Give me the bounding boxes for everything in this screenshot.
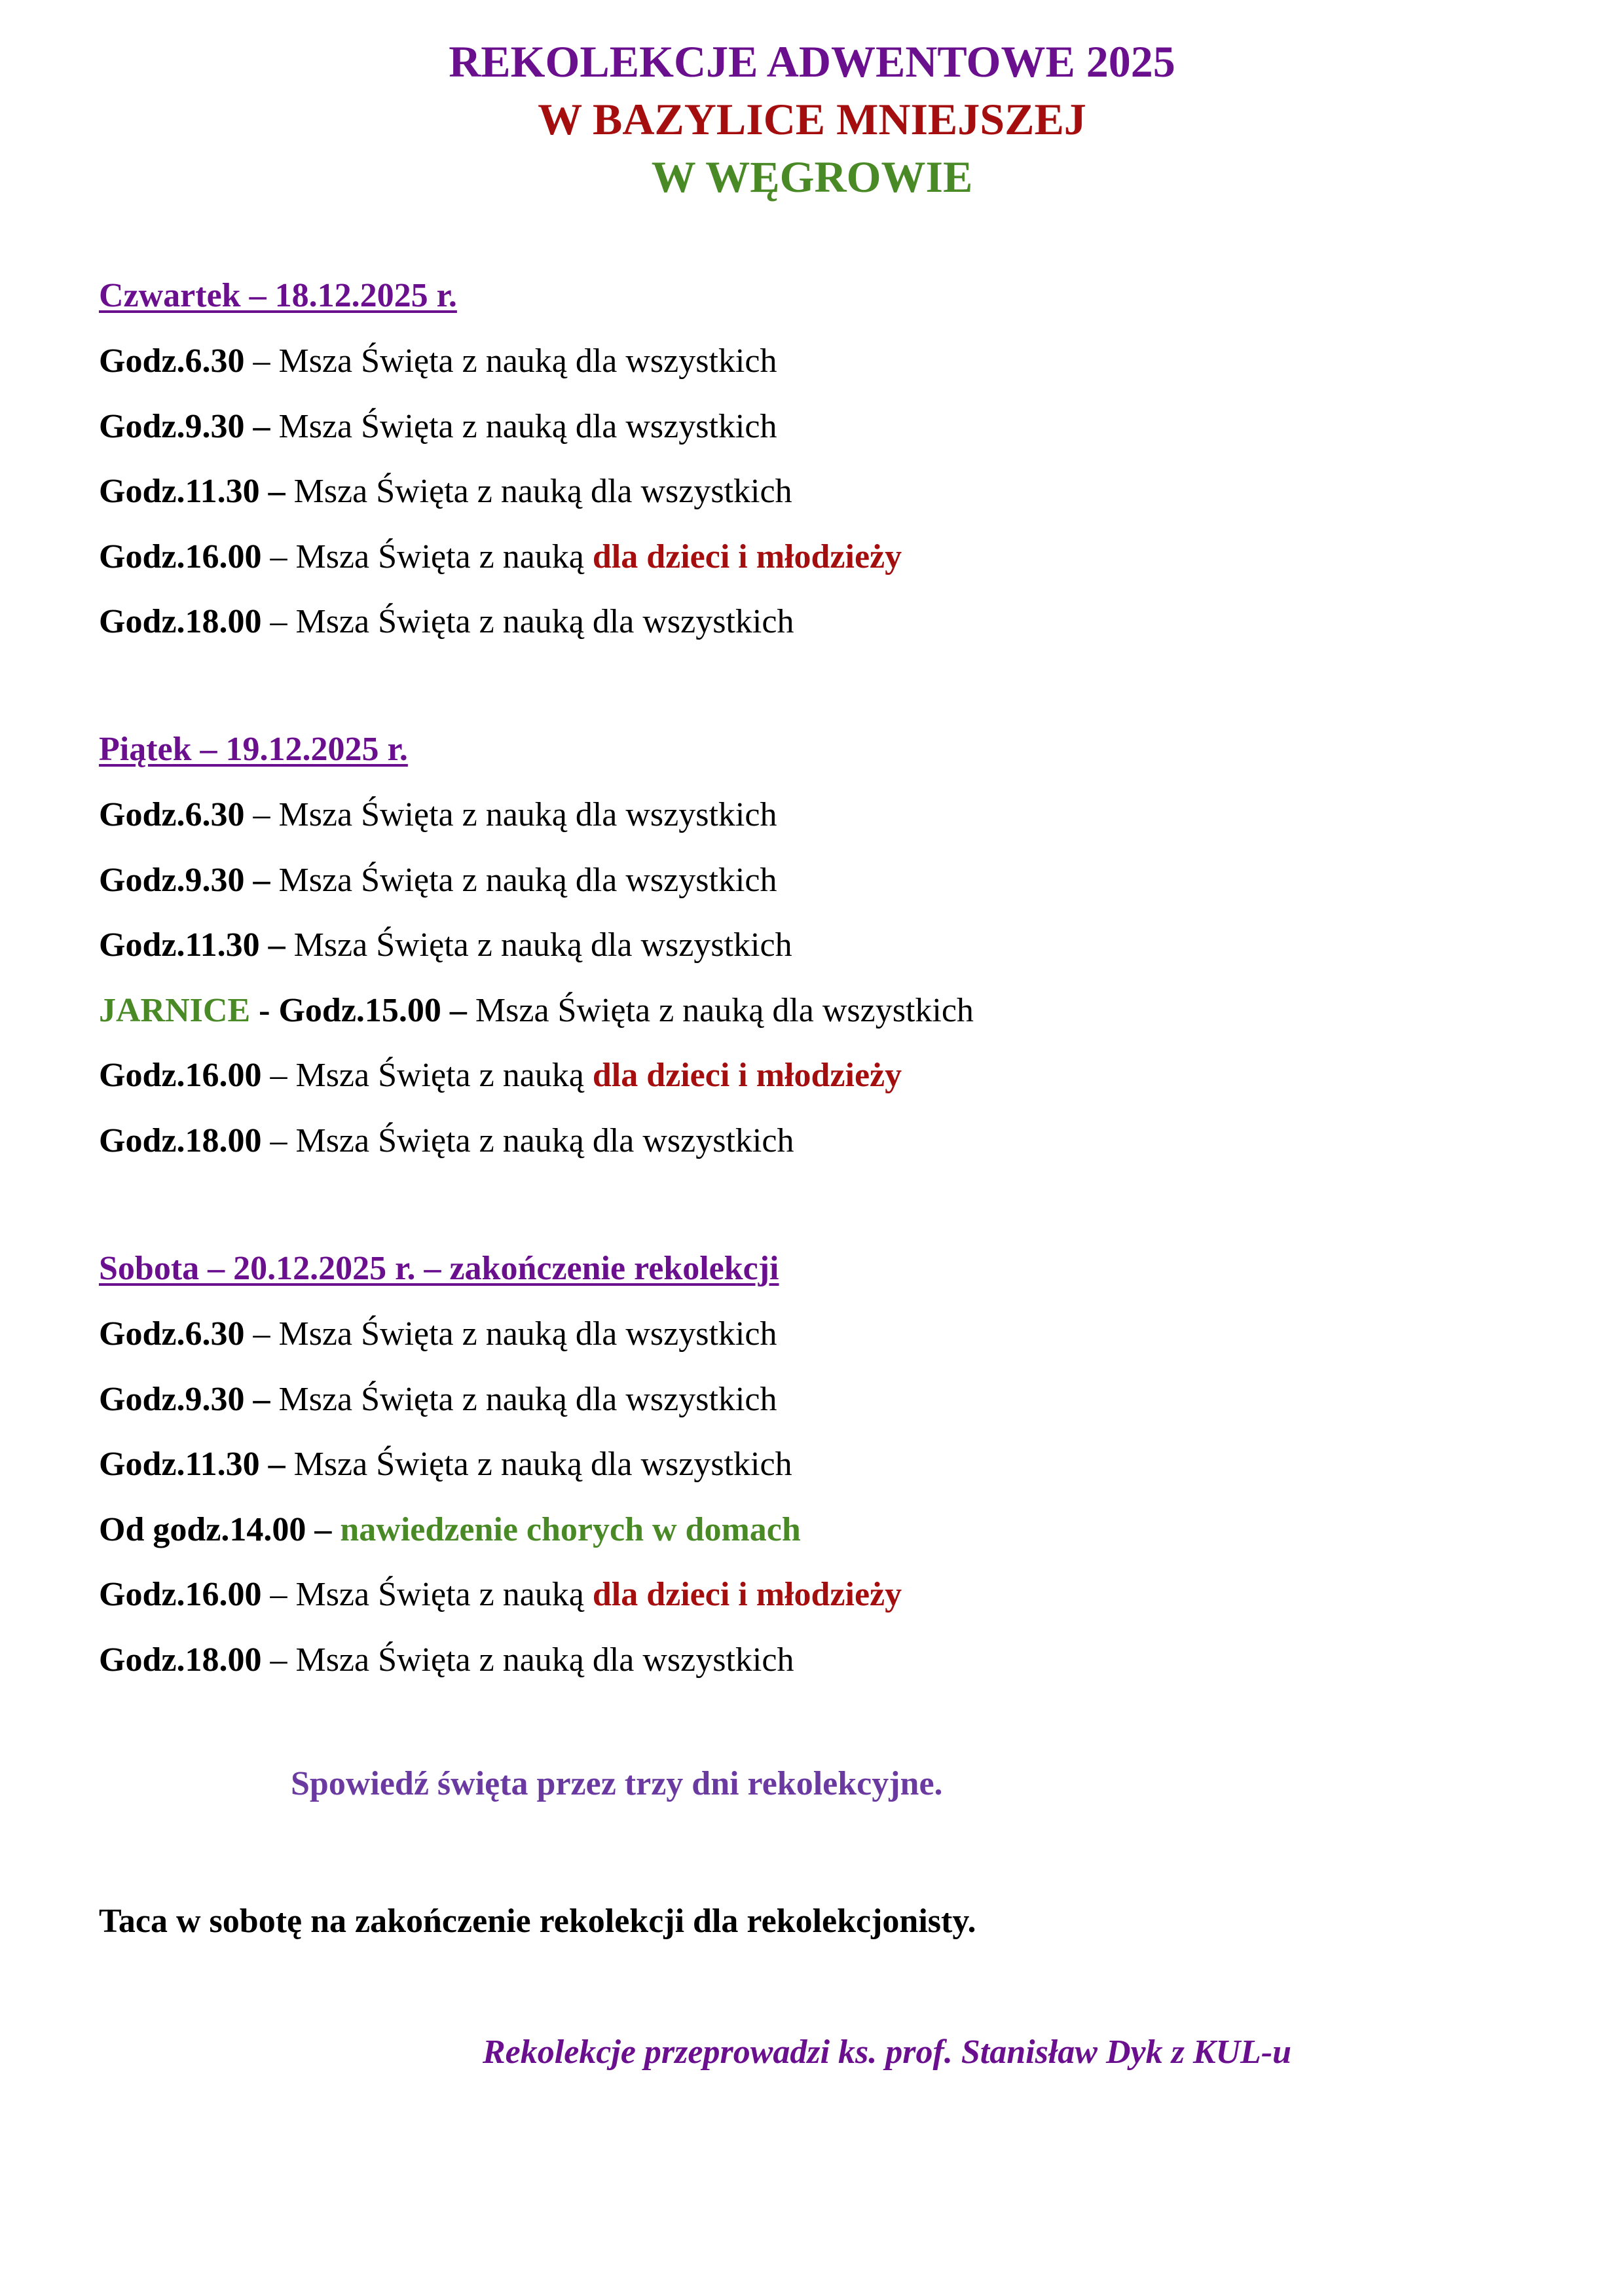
row-text: Msza Święta z nauką	[295, 1057, 593, 1094]
schedule-row	[99, 1497, 1540, 1563]
schedule-row	[99, 329, 1540, 394]
row-separator: –	[244, 407, 279, 445]
schedule-row	[99, 1562, 1540, 1628]
row-separator: –	[261, 1641, 296, 1679]
row-text: Msza Święta z nauką dla wszystkich	[278, 861, 777, 899]
row-text: Msza Święta z nauką dla wszystkich	[293, 926, 792, 964]
row-green-text: nawiedzenie chorych w domach	[340, 1510, 801, 1548]
row-highlight: dla dzieci i młodzieży	[592, 1576, 902, 1613]
title-line-3: W WĘGROWIE	[651, 152, 973, 202]
row-separator: –	[441, 991, 475, 1029]
schedule-row	[99, 978, 1540, 1044]
row-time: Godz.6.30	[99, 1315, 245, 1353]
row-text: Msza Święta z nauką dla wszystkich	[293, 473, 792, 510]
row-time: Godz.11.30	[99, 926, 260, 964]
row-prefix-separator: -	[250, 991, 279, 1029]
row-time: Godz.16.00	[99, 538, 262, 575]
row-time: Godz.11.30	[99, 1446, 260, 1483]
row-text: Msza Święta z nauką dla wszystkich	[278, 407, 777, 445]
row-text: Msza Święta z nauką dla wszystkich	[278, 1315, 777, 1353]
row-separator: –	[261, 603, 296, 640]
schedule-row	[99, 459, 1540, 524]
day-header: Sobota – 20.12.2025 r. – zakończenie rekolekcji	[99, 1250, 779, 1287]
row-text: Msza Święta z nauką	[295, 538, 593, 575]
day-section-thursday	[99, 263, 1540, 655]
row-text: Msza Święta z nauką dla wszystkich	[295, 1121, 794, 1159]
row-text: Msza Święta z nauką dla wszystkich	[295, 1641, 794, 1679]
row-highlight: dla dzieci i młodzieży	[592, 538, 902, 575]
row-time: Godz.9.30	[99, 861, 245, 899]
row-time: Godz.6.30	[99, 342, 245, 380]
row-separator: –	[261, 1576, 296, 1613]
row-time: Godz.11.30	[99, 473, 260, 510]
row-time: Godz.9.30	[99, 1380, 245, 1418]
confession-note: Spowiedź święta przez trzy dni rekolekcyjne.	[291, 1765, 943, 1802]
schedule-row	[99, 782, 1540, 848]
day-section-saturday	[99, 1236, 1540, 1692]
row-separator: –	[261, 1057, 296, 1094]
row-time: Godz.18.00	[99, 1121, 262, 1159]
row-text: Msza Święta z nauką dla wszystkich	[475, 991, 974, 1029]
row-separator: –	[259, 1446, 294, 1483]
row-time: Godz.15.00	[278, 991, 441, 1029]
day-section-friday	[99, 717, 1540, 1173]
row-separator: –	[259, 473, 294, 510]
row-separator: –	[244, 861, 279, 899]
schedule-row	[99, 394, 1540, 460]
schedule-row	[99, 913, 1540, 978]
row-highlight: dla dzieci i młodzieży	[592, 1057, 902, 1094]
row-separator: –	[259, 926, 294, 964]
row-separator: –	[244, 796, 279, 833]
row-separator: –	[244, 1315, 279, 1353]
schedule-row	[99, 1108, 1540, 1174]
row-time: Godz.16.00	[99, 1057, 262, 1094]
row-separator: –	[261, 538, 296, 575]
row-time: Od godz.14.00	[99, 1510, 306, 1548]
schedule-row	[99, 524, 1540, 590]
title-line-1: REKOLEKCJE ADWENTOWE 2025	[449, 37, 1175, 86]
row-separator: –	[244, 342, 279, 380]
retreat-leader-note: Rekolekcje przeprowadzi ks. prof. Stanisław Dyk z KUL-u	[483, 2033, 1292, 2071]
row-time: Godz.6.30	[99, 796, 245, 833]
schedule-row	[99, 589, 1540, 655]
row-text: Msza Święta z nauką dla wszystkich	[278, 1380, 777, 1418]
row-text: Msza Święta z nauką dla wszystkich	[278, 796, 777, 833]
day-header: Czwartek – 18.12.2025 r.	[99, 277, 457, 314]
title-line-2: W BAZYLICE MNIEJSZEJ	[538, 94, 1086, 144]
row-time: Godz.18.00	[99, 1641, 262, 1679]
schedule-row	[99, 1043, 1540, 1108]
row-prefix: JARNICE	[99, 991, 251, 1029]
day-header: Piątek – 19.12.2025 r.	[99, 731, 408, 768]
row-text: Msza Święta z nauką	[295, 1576, 593, 1613]
schedule-row	[99, 1302, 1540, 1367]
collection-note: Taca w sobotę na zakończenie rekolekcji dla rekolekcjonisty.	[99, 1903, 976, 1940]
row-text: Msza Święta z nauką dla wszystkich	[295, 603, 794, 640]
row-text: Msza Święta z nauką dla wszystkich	[293, 1446, 792, 1483]
schedule-row	[99, 1432, 1540, 1497]
row-text: Msza Święta z nauką dla wszystkich	[278, 342, 777, 380]
document-title	[0, 33, 1624, 206]
row-time: Godz.9.30	[99, 407, 245, 445]
row-time: Godz.16.00	[99, 1576, 262, 1613]
schedule-row	[99, 1367, 1540, 1432]
row-separator: –	[261, 1121, 296, 1159]
schedule-row	[99, 1628, 1540, 1693]
row-separator: –	[306, 1510, 341, 1548]
row-separator: –	[244, 1380, 279, 1418]
schedule-row	[99, 848, 1540, 913]
row-time: Godz.18.00	[99, 603, 262, 640]
